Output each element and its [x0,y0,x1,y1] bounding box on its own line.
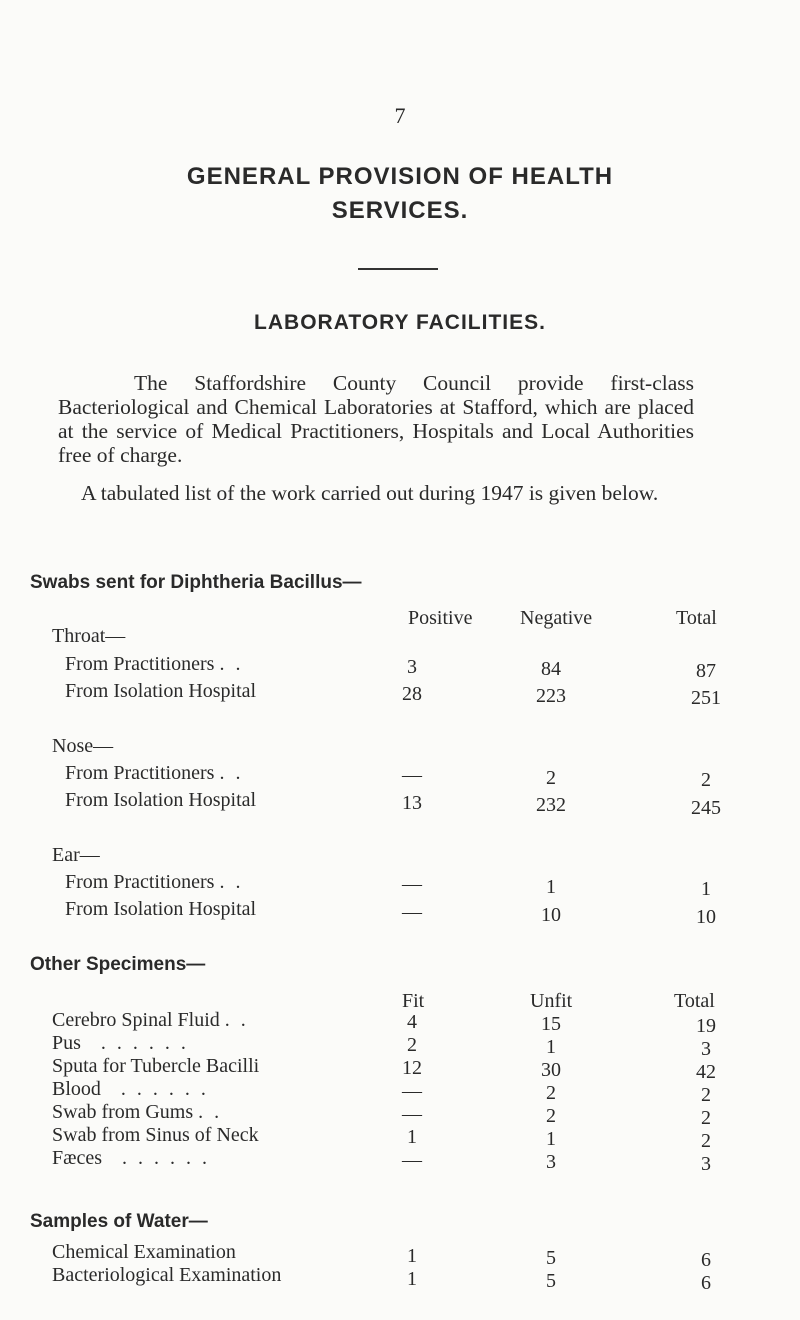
table-row-label: Pus . . . . . . [52,1032,189,1054]
table-cell: 30 [541,1059,561,1081]
table-cell: 1 [546,1128,556,1150]
other-col-total: Total [674,990,715,1012]
table-cell: 1 [701,878,711,900]
table-cell: 245 [691,797,721,819]
table-row-label: From Practitioners . . [65,762,244,784]
water-samples-heading: Samples of Water— [30,1211,208,1232]
table-cell: 1 [407,1126,417,1148]
page-number: 7 [394,103,406,128]
table-cell: 10 [696,906,716,928]
table-cell: 3 [701,1153,711,1175]
table-cell: 223 [536,685,566,707]
table-cell: 2 [701,1107,711,1129]
table-cell: 19 [696,1015,716,1037]
table-cell: 1 [546,1036,556,1058]
table-cell: 2 [407,1034,417,1056]
table-cell: 87 [696,660,716,682]
table-row-label: Sputa for Tubercle Bacilli [52,1055,260,1077]
other-col-fit: Fit [402,990,425,1012]
table-cell: — [402,901,422,923]
table-cell: 232 [536,794,566,816]
page-title-line-1: GENERAL PROVISION OF HEALTH [186,163,614,190]
table-row-label: From Practitioners . . [65,653,244,675]
intro-paragraph: The Staffordshire County Council provide first-class Bacteriological and Chemical Laboratories at Stafford, which are placed at the service of Medical Practitioners, Hospitals and Local Authorities free of charge. [58,371,694,467]
nose-group-label: Nose— [52,735,114,757]
table-row-label: Fæces . . . . . . [52,1147,210,1169]
swabs-heading: Swabs sent for Diphtheria Bacillus— [30,572,362,593]
table-cell: 2 [701,1084,711,1106]
table-cell: 13 [402,792,422,814]
table-cell: 5 [546,1247,556,1269]
page-title-line-2: SERVICES. [331,197,469,224]
table-cell: 2 [546,767,556,789]
table-row-label: From Practitioners . . [65,871,244,893]
table-cell: — [402,764,422,786]
section-title: LABORATORY FACILITIES. [254,311,546,334]
table-cell: 5 [546,1270,556,1292]
table-row-label: From Isolation Hospital [65,898,257,920]
table-cell: 2 [546,1105,556,1127]
throat-group-label: Throat— [52,625,126,647]
table-cell: — [402,1080,422,1102]
table-row-label: Chemical Examination [52,1241,236,1263]
table-row-label: Cerebro Spinal Fluid . . [52,1009,249,1031]
table-cell: 10 [541,904,561,926]
table-row-label: Bacteriological Examination [52,1264,282,1286]
table-row-label: Swab from Gums . . [52,1101,223,1123]
table-cell: 3 [407,656,417,678]
table-cell: 12 [402,1057,422,1079]
table-cell: 1 [407,1245,417,1267]
table-cell: 15 [541,1013,561,1035]
other-specimens-heading: Other Specimens— [30,954,206,975]
swabs-col-negative: Negative [520,607,593,629]
table-cell: — [402,1103,422,1125]
table-cell: 4 [407,1011,417,1033]
table-row-label: From Isolation Hospital [65,680,257,702]
table-cell: 28 [402,683,422,705]
ear-group-label: Ear— [52,844,100,866]
table-row-label: From Isolation Hospital [65,789,257,811]
table-cell: — [402,873,422,895]
table-row-label: Swab from Sinus of Neck [52,1124,259,1146]
table-cell: 1 [407,1268,417,1290]
swabs-col-positive: Positive [408,607,473,629]
swabs-col-total: Total [676,607,717,629]
table-cell: 84 [541,658,561,680]
other-col-unfit: Unfit [530,990,573,1012]
table-row-label: Blood . . . . . . [52,1078,209,1100]
table-cell: 2 [546,1082,556,1104]
title-divider [358,268,438,270]
table-cell: 1 [546,876,556,898]
table-cell: 251 [691,687,721,709]
table-cell: 3 [546,1151,556,1173]
table-cell: 6 [701,1249,711,1271]
table-cell: 6 [701,1272,711,1294]
summary-paragraph: A tabulated list of the work carried out during 1947 is given below. [81,481,659,505]
table-cell: — [402,1149,422,1171]
table-cell: 2 [701,769,711,791]
table-cell: 3 [701,1038,711,1060]
table-cell: 2 [701,1130,711,1152]
table-cell: 42 [696,1061,716,1083]
